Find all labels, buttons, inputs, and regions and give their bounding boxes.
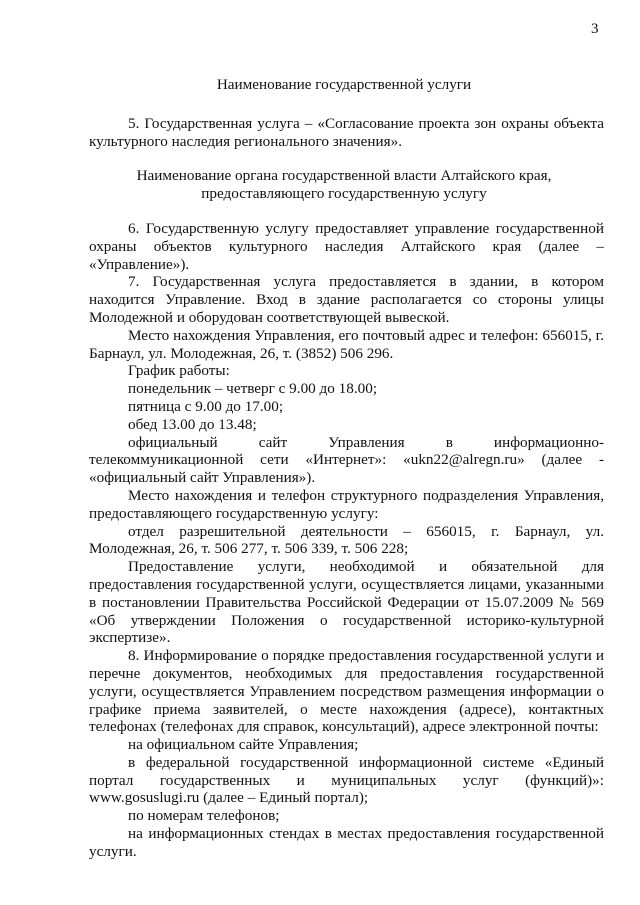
paragraph-item-8: 8. Информирование о порядке предоставления государственной услуги и перечне документов, необходимых для предоставления государственной услуги, осуществляется Управлением посредством размещения информации о графике приема заявителей, о месте нахождения (адресе), контактных телефонах (телефонах для справок, консультаций), адресе электронной почты:: [89, 647, 604, 736]
paragraph-item-5: 5. Государственная услуга – «Согласование проекта зон охраны объекта культурного наследия регионального значения».: [89, 114, 604, 150]
paragraph-item-6: 6. Государственную услугу предоставляет управление государственной охраны объектов культурного наследия Алтайского края (далее – «Управление»).: [89, 219, 604, 273]
page-number: 3: [591, 21, 599, 37]
paragraph-structural-unit: Место нахождения и телефон структурного подразделения Управления, предоставляющего государственную услугу:: [89, 486, 604, 522]
schedule-lunch: обед 13.00 до 13.48;: [128, 415, 257, 433]
paragraph-official-site: официальный сайт Управления в информационно-телекоммуникационной сети «Интернет»: «ukn22@alregn.ru» (далее - «официальный сайт Управления»).: [89, 433, 604, 487]
list-item-phones: по номерам телефонов;: [128, 807, 280, 825]
document-body: [89, 0, 604, 861]
schedule-mon-thu: понедельник – четверг с 9.00 до 18.00;: [128, 380, 378, 398]
paragraph-item-7: 7. Государственная услуга предоставляется в здании, в котором находится Управление. Вход в здание располагается со стороны улицы Молодежной и оборудован соответствующей вывеской.: [89, 273, 604, 326]
schedule-fri: пятница с 9.00 до 17.00;: [128, 397, 284, 415]
paragraph-location: Место нахождения Управления, его почтовый адрес и телефон: 656015, г. Барнаул, ул. Молодежная, 26, т. (3852) 506 296.: [89, 326, 604, 362]
paragraph-mandatory-services: Предоставление услуги, необходимой и обязательной для предоставления государственной услуги, осуществляется лицами, указанными в постановлении Правительства Российской Федерации от 15.07.2009 № 569 «Об утверждении Положения о государственной историко-культурной экспертизе».: [89, 558, 604, 647]
section-title-authority: [89, 167, 599, 203]
list-item-unified-portal: в федеральной государственной информационной системе «Единый портал государственных и муниципальных услуг (функций)»: www.gosuslugi.ru (далее – Единый портал);: [89, 753, 604, 807]
list-item-info-stands: на информационных стендах в местах предоставления государственной услуги.: [89, 825, 604, 860]
schedule-title: График работы:: [128, 362, 230, 380]
section-title-service-name: Наименование государственной услуги: [216, 76, 472, 93]
section-title-authority-line-2: предоставляющего государственную услугу: [201, 185, 487, 203]
paragraph-permit-department: отдел разрешительной деятельности – 656015, г. Барнаул, ул. Молодежная, 26, т. 506 277, т. 506 339, т. 506 228;: [89, 522, 604, 558]
section-title-authority-line-1: Наименование органа государственной власти Алтайского края,: [136, 167, 552, 185]
list-item-official-site: на официальном сайте Управления;: [128, 736, 359, 754]
